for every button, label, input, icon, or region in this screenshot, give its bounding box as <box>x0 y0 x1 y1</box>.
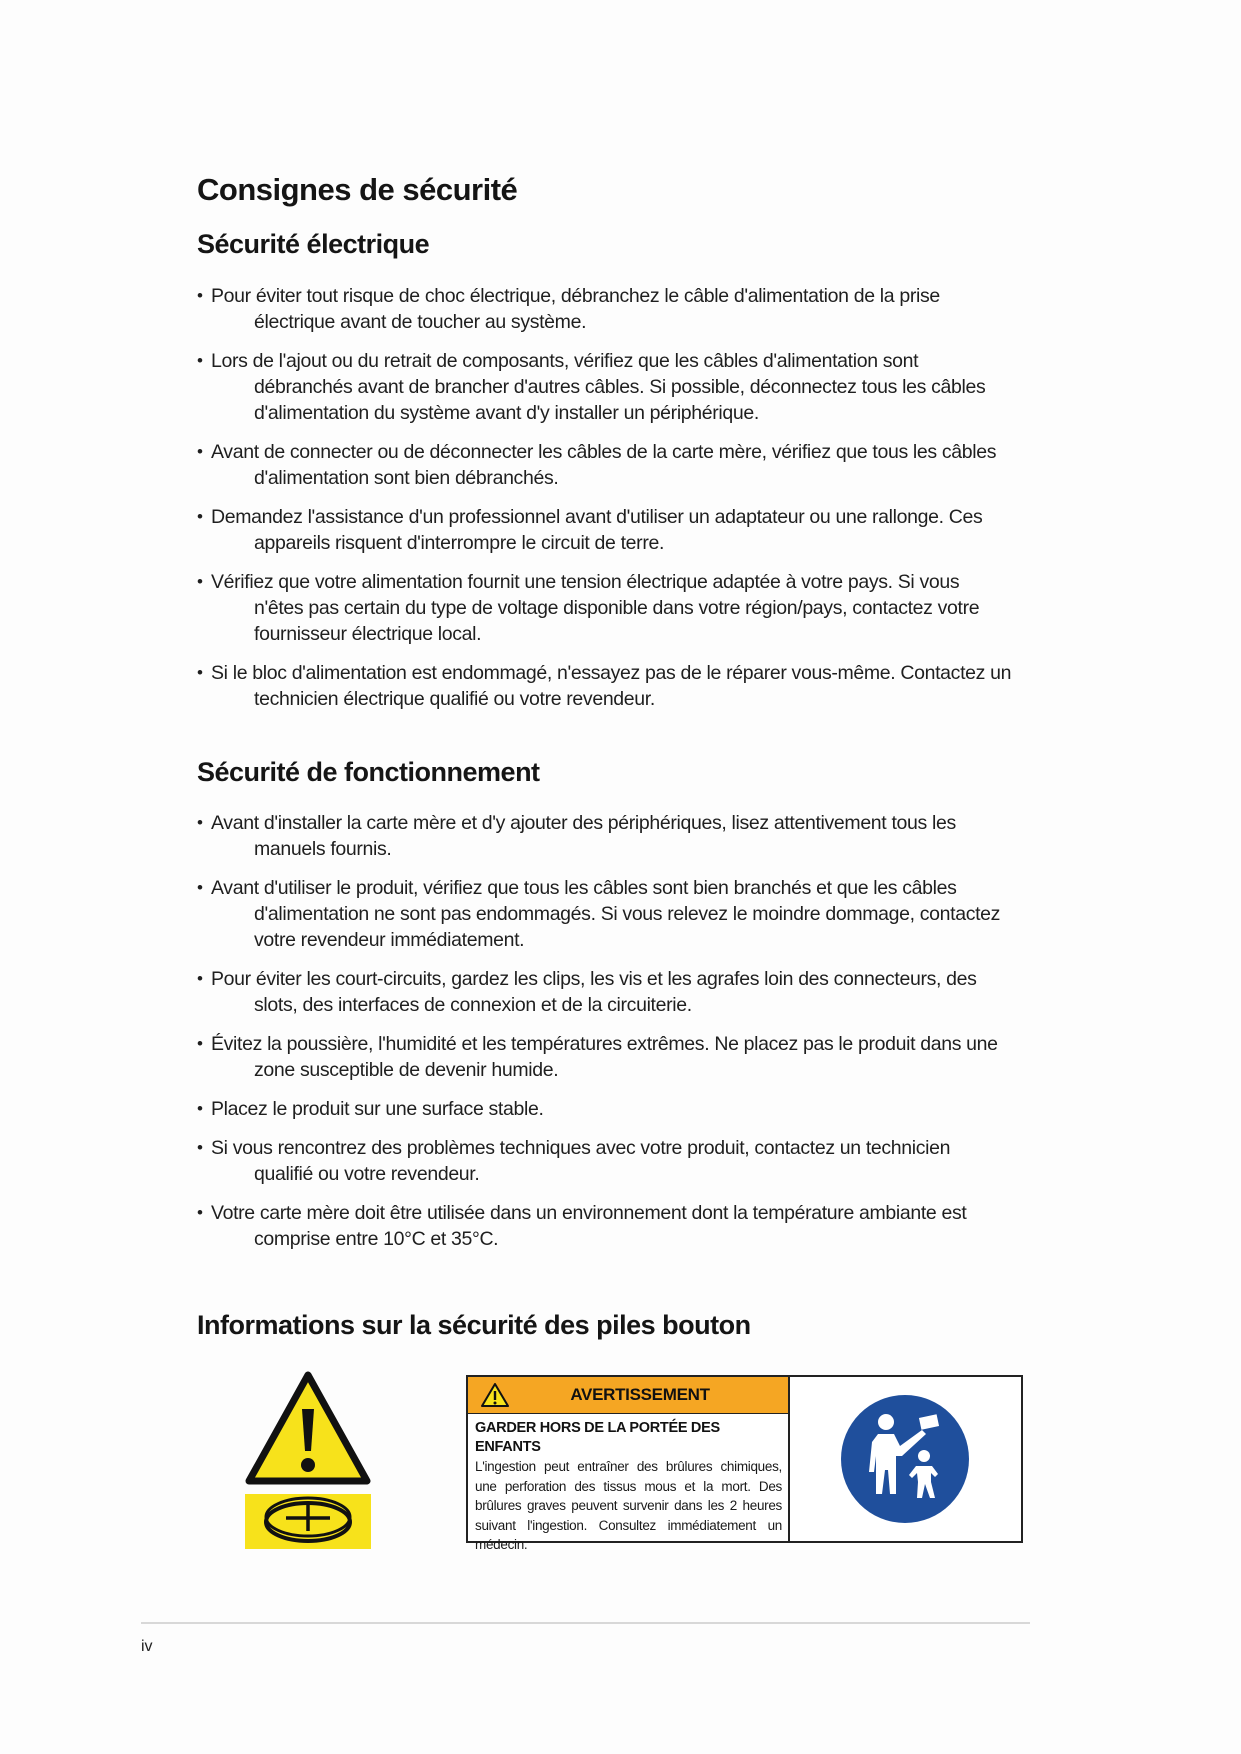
battery-warning-pictogram <box>243 1369 373 1549</box>
warning-title: AVERTISSEMENT <box>570 1385 710 1404</box>
list-item: • Demandez l'assistance d'un professionnel avant d'utiliser un adaptateur ou une rallonge. Ces appareils risquent d'interrompre le circuit de terre. <box>197 504 1017 556</box>
warning-header <box>468 1377 788 1414</box>
list-item: • Lors de l'ajout ou du retrait de composants, vérifiez que les câbles d'alimentation sont débranchés avant de brancher d'autres câbles. Si possible, déconnectez tous les câbles d'alimentation du système avant d'y installer un périphérique. <box>197 348 1017 426</box>
list-item: • Évitez la poussière, l'humidité et les températures extrêmes. Ne placez pas le produit dans une zone susceptible de devenir humide. <box>197 1031 1017 1083</box>
list-item: • Avant d'installer la carte mère et d'y ajouter des périphériques, lisez attentivement tous les manuels fournis. <box>197 810 1017 862</box>
footer-rule <box>141 1622 1030 1624</box>
list-item: • Pour éviter les court-circuits, gardez les clips, les vis et les agrafes loin des connecteurs, des slots, des interfaces de connexion et de la circuiterie. <box>197 966 1017 1018</box>
battery-warning-label <box>466 1375 1023 1552</box>
keep-away-from-children-pictogram <box>790 1377 1020 1541</box>
warning-text-column <box>468 1377 790 1552</box>
section-heading-battery: Informations sur la sécurité des piles bouton <box>197 1310 751 1340</box>
page-number: iv <box>141 1638 153 1655</box>
electrical-safety-list <box>197 283 1017 725</box>
keep-away-from-children-icon <box>840 1394 970 1524</box>
warning-text: L'ingestion peut entraîner des brûlures chimiques, une perforation des tissus mous et la mort. Des brûlures graves peuvent survenir dans les 2 heures suivant l'ingestion. Consultez immédiatement un médecin. <box>475 1459 782 1552</box>
list-item: • Avant de connecter ou de déconnecter les câbles de la carte mère, vérifiez que tous les câbles d'alimentation sont bien débranchés. <box>197 439 1017 491</box>
section-heading-electrical: Sécurité électrique <box>197 229 430 259</box>
warning-triangle-icon <box>243 1369 373 1549</box>
operation-safety-list <box>197 810 1017 1265</box>
page-title: Consignes de sécurité <box>197 172 518 207</box>
list-item: • Votre carte mère doit être utilisée dans un environnement dont la température ambiante est comprise entre 10°C et 35°C. <box>197 1200 1017 1252</box>
list-item: • Vérifiez que votre alimentation fournit une tension électrique adaptée à votre pays. Si vous n'êtes pas certain du type de voltage disponible dans votre région/pays, contactez votre fournisseur électrique local. <box>197 569 1017 647</box>
list-item: • Si le bloc d'alimentation est endommagé, n'essayez pas de le réparer vous-même. Contactez un technicien électrique qualifié ou votre revendeur. <box>197 660 1017 712</box>
list-item: • Placez le produit sur une surface stable. <box>197 1096 1017 1122</box>
list-item: • Pour éviter tout risque de choc électrique, débranchez le câble d'alimentation de la prise électrique avant de toucher au système. <box>197 283 1017 335</box>
list-item: • Avant d'utiliser le produit, vérifiez que tous les câbles sont bien branchés et que les câbles d'alimentation ne sont pas endommagés. Si vous relevez le moindre dommage, contactez votre revendeur immédiatement. <box>197 875 1017 953</box>
section-heading-operation: Sécurité de fonctionnement <box>197 757 540 787</box>
warning-heading: GARDER HORS DE LA PORTÉE DES ENFANTS <box>475 1420 720 1455</box>
list-item: • Si vous rencontrez des problèmes techniques avec votre produit, contactez un technicien qualifié ou votre revendeur. <box>197 1135 1017 1187</box>
